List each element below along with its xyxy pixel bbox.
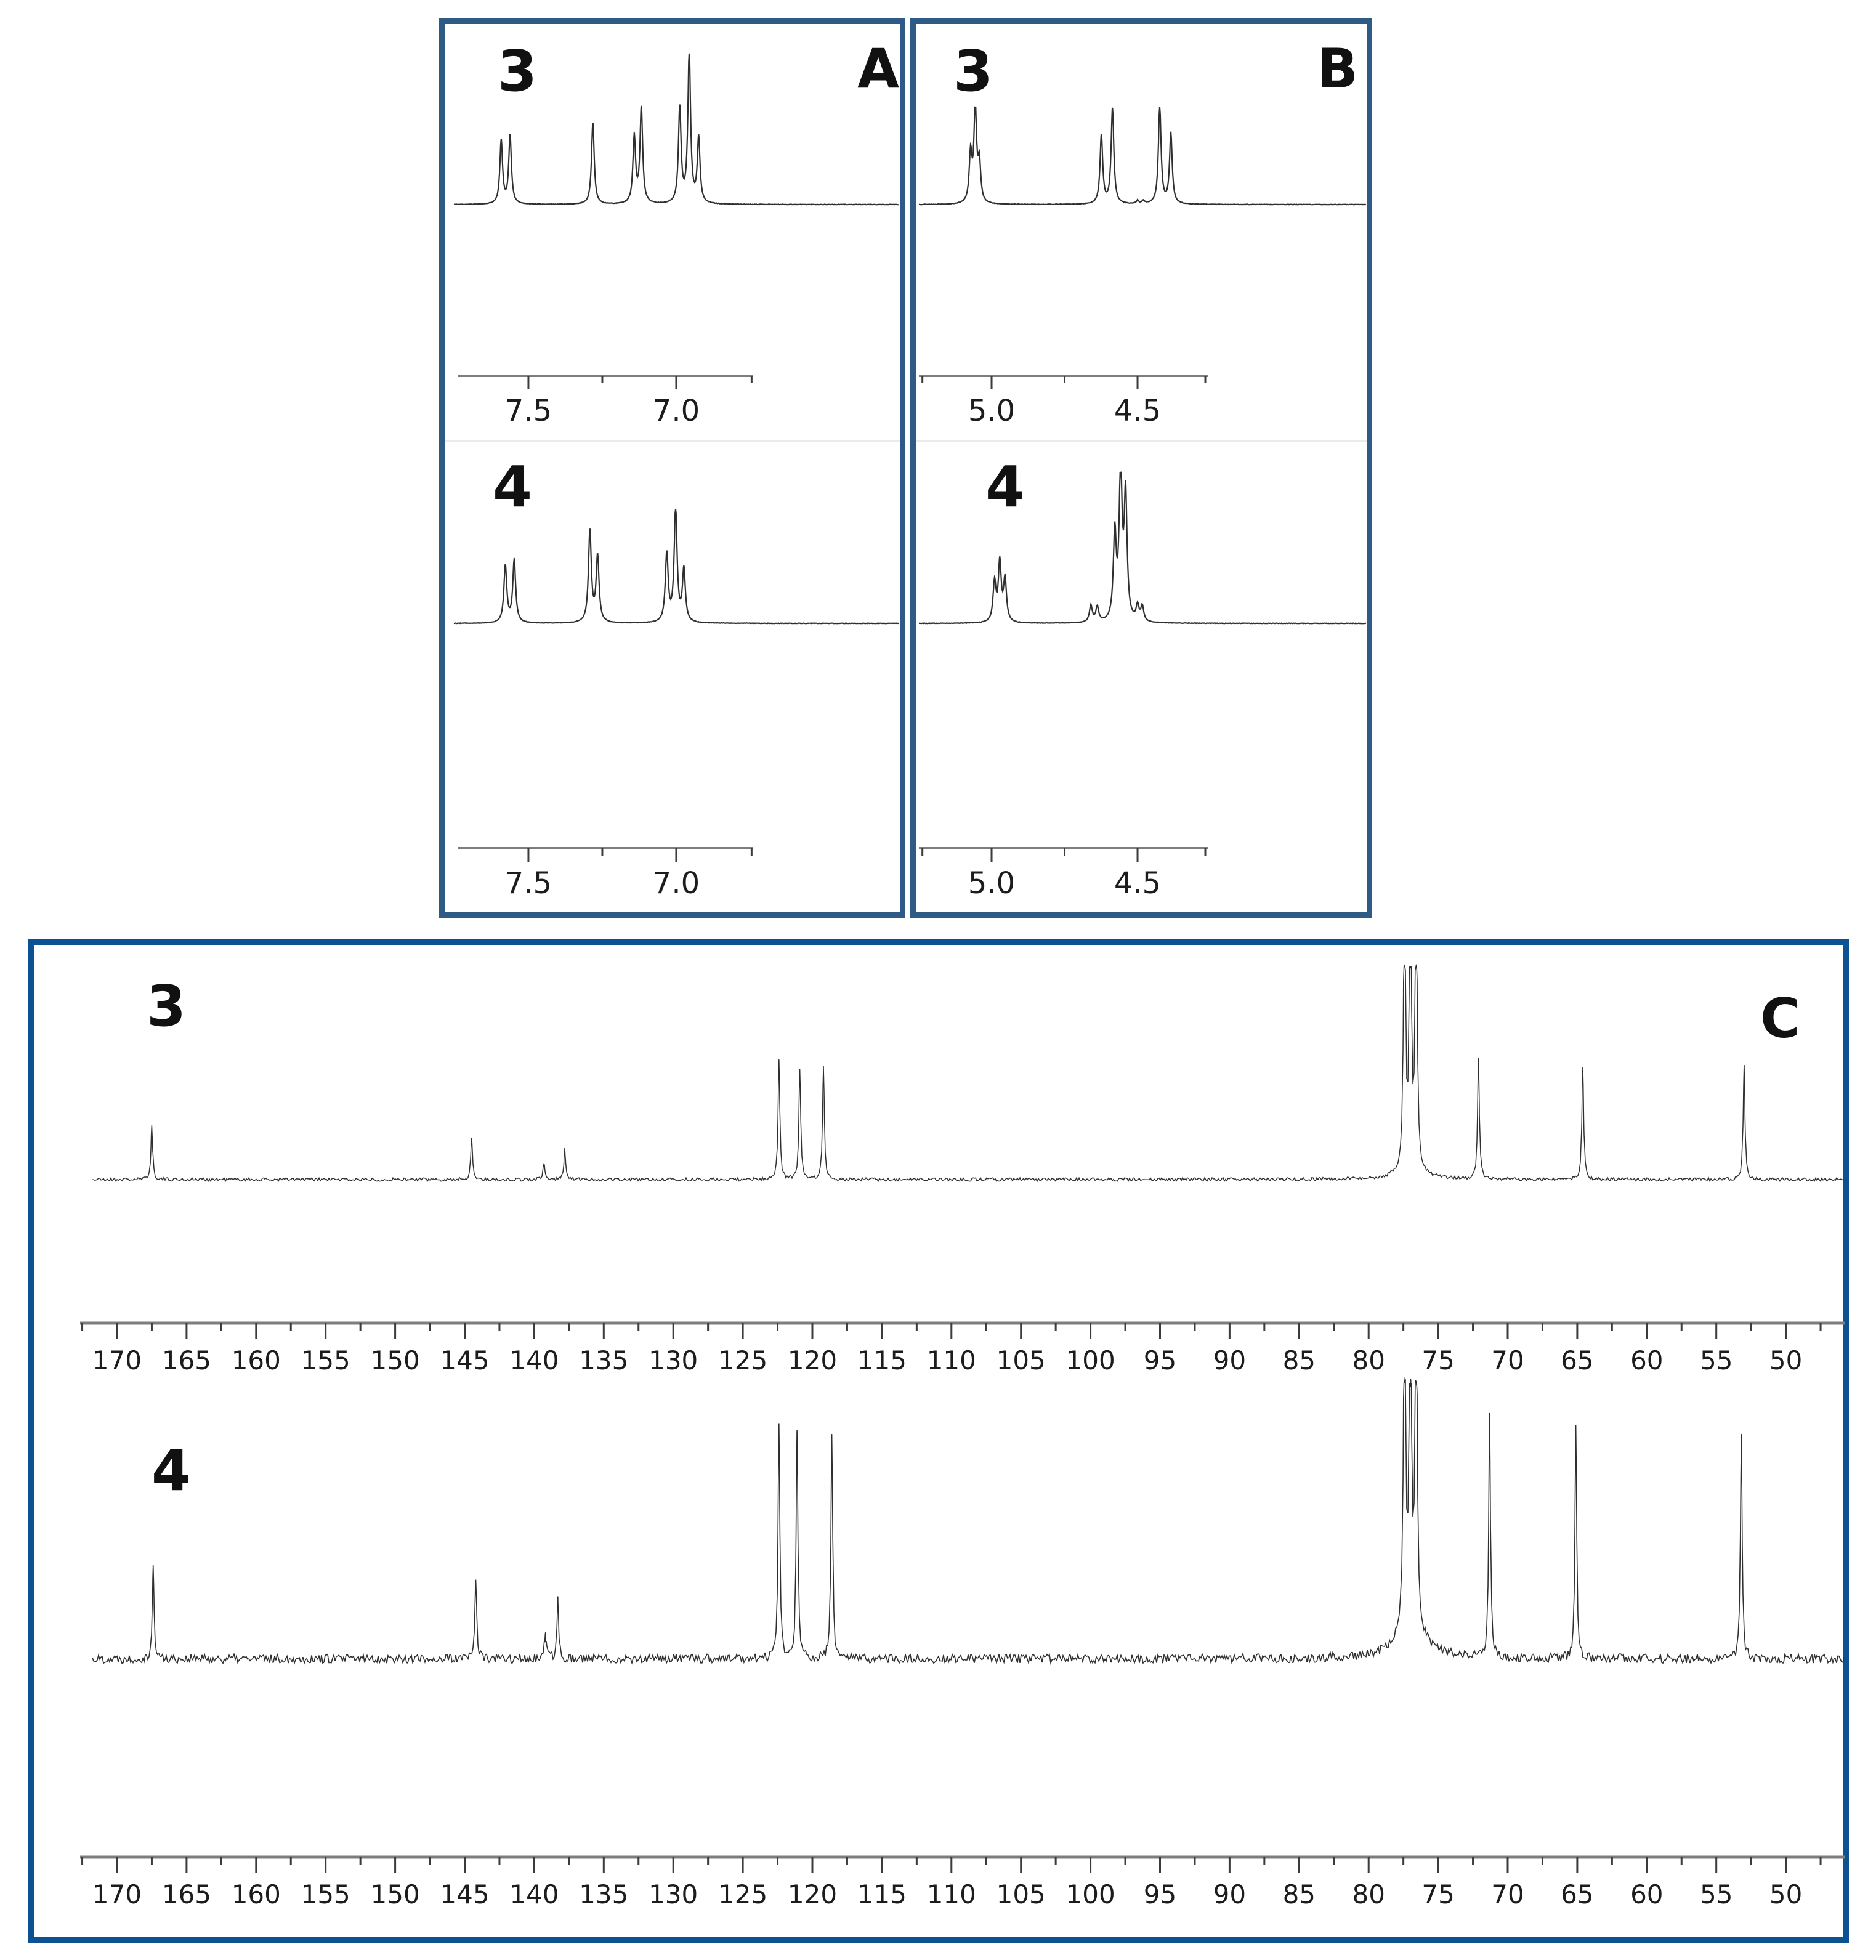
axis-tick-label: 170 [92, 1345, 142, 1375]
axis-tick-label: 60 [1630, 1345, 1664, 1375]
axis-tick-label: 105 [996, 1879, 1046, 1909]
spectrum-trace-line [92, 965, 1844, 1181]
axis-tick-label: 145 [440, 1345, 490, 1375]
axis-tick-label: 125 [718, 1345, 768, 1375]
axis-tick-label: 160 [231, 1345, 281, 1375]
nmr-trace-a3 [454, 46, 899, 209]
axis-tick-label: 100 [1065, 1879, 1115, 1909]
axis-tick-label: 7.5 [504, 394, 552, 428]
axis-tick-label: 135 [579, 1879, 629, 1909]
nmr-trace-c3 [92, 958, 1845, 1186]
compound-label-c3: 3 [147, 973, 187, 1039]
axis-tick-label: 80 [1352, 1345, 1385, 1375]
spectrum-trace-line [454, 54, 899, 205]
axis-tick-label: 170 [92, 1879, 142, 1909]
compound-label-a4: 4 [493, 454, 533, 520]
axis-tick-label: 90 [1213, 1879, 1247, 1909]
spectrum-trace-line [919, 107, 1366, 205]
nmr-trace-b4 [919, 465, 1366, 628]
axis-c3 [80, 1314, 1854, 1375]
axis-tick-label: 160 [231, 1879, 281, 1909]
axis-tick-label: 90 [1213, 1345, 1247, 1375]
axis-tick-label: 55 [1699, 1345, 1733, 1375]
axis-tick-label: 75 [1421, 1879, 1455, 1909]
axis-tick-label: 155 [301, 1879, 350, 1909]
panel-letter-b: B [1317, 37, 1359, 100]
spectrum-trace-line [454, 509, 899, 624]
axis-tick-label: 7.0 [652, 866, 700, 901]
axis-tick-label: 110 [926, 1879, 976, 1909]
axis-tick-label: 95 [1143, 1879, 1177, 1909]
axis-tick-label: 115 [857, 1345, 907, 1375]
axis-tick-label: 130 [649, 1879, 698, 1909]
axis-tick-label: 5.0 [968, 866, 1016, 901]
panel-a-seam [445, 440, 900, 442]
axis-a3 [454, 366, 899, 434]
axis-tick-label: 70 [1491, 1345, 1524, 1375]
spectrum-trace-line [919, 472, 1366, 624]
axis-tick-label: 100 [1065, 1345, 1115, 1375]
axis-tick-label: 115 [857, 1879, 907, 1909]
axis-tick-label: 145 [440, 1879, 490, 1909]
axis-tick-label: 80 [1352, 1879, 1385, 1909]
axis-tick-label: 60 [1630, 1879, 1664, 1909]
axis-tick-label: 95 [1143, 1345, 1177, 1375]
axis-tick-label: 55 [1699, 1879, 1733, 1909]
axis-b3 [919, 366, 1366, 434]
panel-letter-c: C [1760, 987, 1800, 1050]
axis-tick-label: 130 [649, 1345, 698, 1375]
axis-a4 [454, 839, 899, 907]
axis-tick-label: 50 [1769, 1345, 1803, 1375]
axis-tick-label: 75 [1421, 1345, 1455, 1375]
nmr-trace-b3 [919, 46, 1366, 209]
axis-tick-label: 140 [509, 1345, 559, 1375]
axis-tick-label: 120 [787, 1879, 838, 1909]
axis-tick-label: 50 [1769, 1879, 1803, 1909]
nmr-trace-c4 [92, 1371, 1845, 1665]
nmr-trace-a4 [454, 465, 899, 628]
axis-tick-label: 85 [1282, 1345, 1316, 1375]
axis-tick-label: 140 [509, 1879, 559, 1909]
axis-tick-label: 155 [301, 1345, 350, 1375]
axis-tick-label: 135 [579, 1345, 629, 1375]
compound-label-c4: 4 [152, 1438, 192, 1504]
spectrum-trace-line [92, 1379, 1844, 1663]
axis-b4 [919, 839, 1366, 907]
panel-letter-a: A [857, 37, 900, 100]
compound-label-b4: 4 [985, 454, 1025, 520]
axis-tick-label: 7.5 [504, 866, 552, 901]
axis-tick-label: 105 [996, 1345, 1046, 1375]
axis-tick-label: 165 [161, 1879, 211, 1909]
axis-tick-label: 4.5 [1114, 866, 1162, 901]
axis-tick-label: 65 [1561, 1345, 1594, 1375]
axis-tick-label: 65 [1561, 1879, 1594, 1909]
axis-tick-label: 150 [370, 1345, 420, 1375]
panel-b-seam [916, 440, 1367, 442]
axis-tick-label: 85 [1282, 1879, 1316, 1909]
axis-tick-label: 4.5 [1114, 394, 1162, 428]
axis-c4 [80, 1848, 1854, 1909]
axis-tick-label: 5.0 [968, 394, 1016, 428]
axis-tick-label: 125 [718, 1879, 768, 1909]
axis-tick-label: 120 [787, 1345, 838, 1375]
compound-label-b3: 3 [953, 38, 993, 104]
axis-tick-label: 110 [926, 1345, 976, 1375]
axis-tick-label: 165 [161, 1345, 211, 1375]
axis-tick-label: 7.0 [652, 394, 700, 428]
compound-label-a3: 3 [498, 38, 538, 104]
axis-tick-label: 150 [370, 1879, 420, 1909]
axis-tick-label: 70 [1491, 1879, 1524, 1909]
